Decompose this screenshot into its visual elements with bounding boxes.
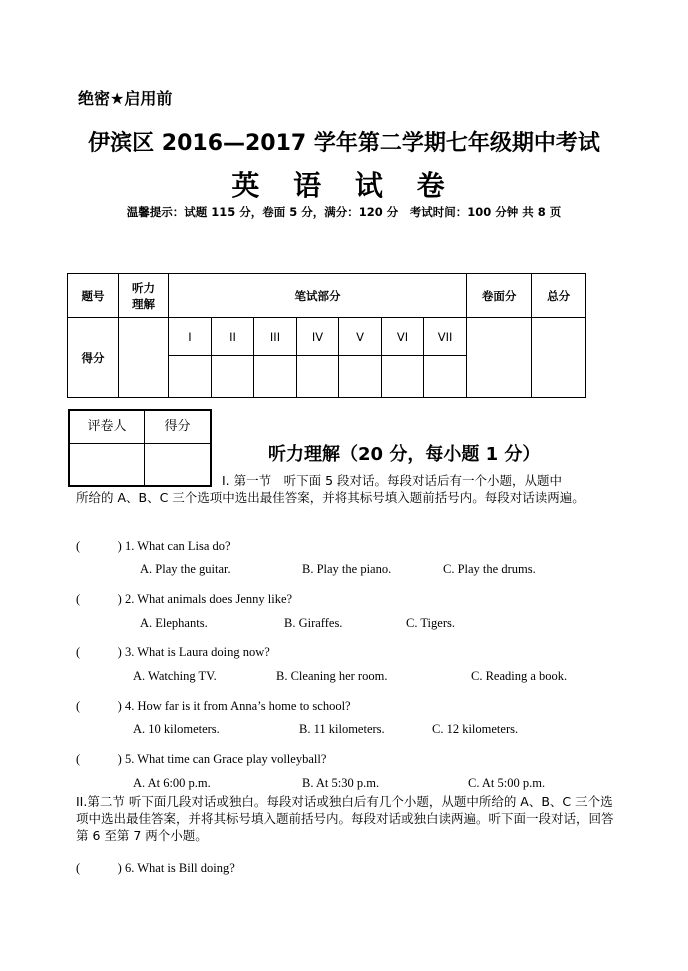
listening-label-1: 听力 (132, 280, 155, 295)
header-cell-number: 题号 (68, 274, 119, 318)
roman-cell: V (339, 318, 382, 356)
question-4: ( ) 4. How far is it from Anna’s home to school? (76, 699, 351, 713)
q5-option-b: B. At 5:30 p.m. (302, 776, 380, 790)
header-cell-written: 笔试部分 (169, 274, 467, 318)
q1-option-c: C. Play the drums. (443, 562, 536, 576)
q1-option-b: B. Play the piano. (302, 562, 392, 576)
q5-option-c: C. At 5:00 p.m. (468, 776, 546, 790)
q2-option-c: C. Tigers. (406, 616, 455, 630)
grader-score-label: 得分 (164, 419, 191, 434)
roman-cell: VII (424, 318, 467, 356)
score-table (67, 273, 586, 398)
q5-option-a: A. At 6:00 p.m. (133, 776, 211, 790)
score-cell-neatness[interactable] (467, 318, 532, 398)
part2-intro: II.第二节 听下面几段对话或独白。每段对话或独白后有几个小题，从题中所给的 A、B、C 三个选项中选出最佳答案，并将其标号填入题前括号内。每段对话或独白读两遍。听下面一段对话，回答第 6 至第 7 两个小题。 (76, 794, 614, 843)
score-cell-total[interactable] (532, 318, 586, 398)
q4-option-c: C. 12 kilometers. (432, 722, 519, 736)
question-6: ( ) 6. What is Bill doing? (76, 861, 235, 875)
question-5: ( ) 5. What time can Grace play volleyball? (76, 752, 327, 766)
score-cell-written[interactable] (254, 356, 297, 398)
score-cell-written[interactable] (339, 356, 382, 398)
q3-option-c: C. Reading a book. (471, 669, 568, 683)
question-1: ( ) 1. What can Lisa do? (76, 539, 231, 553)
score-cell-written[interactable] (212, 356, 254, 398)
score-cell-written[interactable] (169, 356, 212, 398)
header-cell-neatness: 卷面分 (467, 274, 532, 318)
score-cell-written[interactable] (424, 356, 467, 398)
grader-label: 评卷人 (70, 411, 145, 443)
roman-cell: VI (382, 318, 424, 356)
q1-option-a: A. Play the guitar. (140, 562, 231, 576)
roman-cell: IV (297, 318, 339, 356)
header-cell-total: 总分 (532, 274, 586, 318)
q2-option-a: A. Elephants. (140, 616, 208, 630)
part1-intro-rest: 所给的 A、B、C 三个选项中选出最佳答案，并将其标号填入题前括号内。每段对话读两遍。 (76, 490, 585, 505)
q2-option-b: B. Giraffes. (284, 616, 343, 630)
part1-intro-line1: I. 第一节 听下面 5 段对话。每段对话后有一个小题，从题中 (222, 473, 563, 488)
part1-intro (76, 472, 616, 506)
roman-cell: II (212, 318, 254, 356)
score-cell-written[interactable] (382, 356, 424, 398)
question-3: ( ) 3. What is Laura doing now? (76, 645, 270, 659)
row-label-score: 得分 (68, 318, 119, 398)
exam-tip: 温馨提示：试题 115 分，卷面 5 分，满分：120 分 考试时间：100 分钟 共 8 页 (126, 205, 562, 219)
confidential-label: 绝密★启用前 (78, 89, 173, 108)
exam-subtitle: 英 语 试 卷 (231, 169, 457, 202)
roman-cell: I (169, 318, 212, 356)
score-cell-listening[interactable] (119, 318, 169, 398)
header-cell-listening (119, 274, 169, 318)
question-2: ( ) 2. What animals does Jenny like? (76, 592, 293, 606)
q4-option-b: B. 11 kilometers. (299, 722, 385, 736)
exam-title: 伊滨区 2016—2017 学年第二学期七年级期中考试 (88, 131, 600, 156)
q3-option-a: A. Watching TV. (133, 669, 217, 683)
score-cell-written[interactable] (297, 356, 339, 398)
listening-label-2: 理解 (132, 296, 155, 311)
roman-cell: III (254, 318, 297, 356)
section-title: 听力理解（20 分，每小题 1 分） (268, 444, 541, 465)
q4-option-a: A. 10 kilometers. (133, 722, 220, 736)
q3-option-b: B. Cleaning her room. (276, 669, 388, 683)
